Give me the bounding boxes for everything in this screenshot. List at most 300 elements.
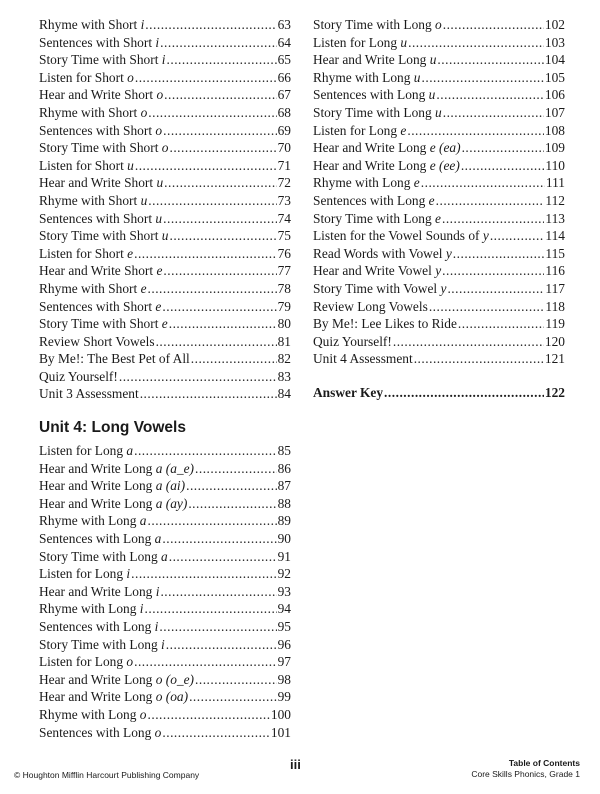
entry-title <box>39 368 118 386</box>
toc-list-unit4-continued <box>313 16 565 368</box>
entry-title-letter: u <box>428 87 436 103</box>
dot-leader <box>191 350 277 368</box>
toc-entry[interactable] <box>39 350 291 368</box>
entry-title <box>313 34 407 52</box>
entry-title-text: Quiz Yourself! <box>39 368 118 384</box>
entry-title-letter: e <box>156 263 163 279</box>
dot-leader <box>462 139 544 157</box>
entry-title-letter: o <box>161 140 169 156</box>
entry-title-text: Listen for Long <box>313 34 401 50</box>
entry-page-number: 83 <box>277 368 291 384</box>
entry-title-text: Unit 4 Assessment <box>313 351 413 367</box>
dot-leader <box>163 210 276 228</box>
dot-leader <box>414 350 544 368</box>
entry-title-text: Hear and Write Short <box>39 87 157 103</box>
entry-title-letter: y <box>482 228 489 244</box>
entry-page-number: 73 <box>277 192 291 208</box>
dot-leader <box>186 477 277 495</box>
entry-title <box>313 245 452 263</box>
dot-leader <box>169 227 276 245</box>
dot-leader <box>169 315 277 333</box>
entry-title <box>39 442 133 460</box>
dot-leader <box>169 139 276 157</box>
toc-entry[interactable] <box>39 512 291 530</box>
entry-title <box>313 280 446 298</box>
entry-title-letter: o <box>435 17 442 32</box>
entry-title-text: Sentences with Long <box>313 192 429 208</box>
toc-entry[interactable] <box>39 530 291 548</box>
entry-title-letter: o <box>155 122 163 138</box>
entry-page-number: 98 <box>277 671 291 687</box>
entry-page-number: 66 <box>277 69 291 85</box>
entry-title-text: Listen for Short <box>39 157 128 173</box>
dot-leader <box>145 600 277 618</box>
entry-page-number: 105 <box>544 69 565 85</box>
entry-title-text: Story Time with Short <box>39 228 162 244</box>
entry-page-number: 87 <box>277 478 291 494</box>
entry-title-letter: u <box>156 175 164 191</box>
toc-entry[interactable] <box>39 333 291 351</box>
entry-title-letter: a (a_e) <box>155 460 195 476</box>
entry-title <box>313 298 428 316</box>
dot-leader <box>148 104 276 122</box>
entry-title-letter: u <box>140 192 148 208</box>
entry-title-letter: u <box>161 228 169 244</box>
entry-page-number: 78 <box>277 280 291 296</box>
entry-page-number: 90 <box>277 531 291 547</box>
dot-leader <box>134 245 277 263</box>
toc-entry[interactable] <box>39 227 291 245</box>
dot-leader <box>461 157 545 175</box>
entry-title-text: Hear and Write Short <box>39 263 157 279</box>
toc-entry[interactable] <box>313 315 565 333</box>
toc-entry[interactable] <box>39 688 291 706</box>
entry-title-letter: a <box>161 548 168 564</box>
entry-title-text: Listen for Short <box>39 69 128 85</box>
dot-leader <box>162 530 276 548</box>
toc-entry[interactable] <box>39 122 291 140</box>
entry-page-number: 119 <box>545 316 565 332</box>
entry-title-text: Listen for the Vowel Sounds of <box>313 228 483 244</box>
entry-title-letter: e <box>400 122 407 138</box>
dot-leader <box>443 104 544 122</box>
toc-entry[interactable] <box>313 104 565 122</box>
entry-page-number: 75 <box>277 228 291 244</box>
entry-title <box>39 157 134 175</box>
entry-title-letter: y <box>440 280 447 296</box>
entry-title <box>313 262 441 280</box>
dot-leader <box>134 442 277 460</box>
toc-entry[interactable] <box>39 460 291 478</box>
toc-entry[interactable] <box>39 210 291 228</box>
entry-title <box>39 280 147 298</box>
entry-title <box>39 512 147 530</box>
entry-title <box>39 192 147 210</box>
page-number: iii <box>290 757 301 772</box>
toc-entry[interactable] <box>39 34 291 52</box>
entry-title <box>313 192 435 210</box>
entry-title <box>313 210 441 228</box>
toc-entry[interactable] <box>313 333 565 351</box>
entry-title <box>313 122 406 140</box>
entry-page-number: 63 <box>277 17 291 32</box>
entry-title-letter: i <box>154 619 159 634</box>
dot-leader <box>393 333 544 351</box>
entry-title <box>313 86 435 104</box>
toc-entry[interactable] <box>39 706 291 724</box>
toc-entry[interactable] <box>39 298 291 316</box>
entry-title-letter: i <box>161 636 165 652</box>
entry-title <box>39 245 133 263</box>
toc-entry[interactable] <box>313 350 565 368</box>
entry-title <box>39 706 147 724</box>
entry-title-letter: i <box>155 34 160 50</box>
toc-entry[interactable] <box>39 315 291 333</box>
entry-title-letter: i <box>140 17 145 32</box>
entry-page-number: 114 <box>545 228 565 244</box>
toc-entry[interactable] <box>39 192 291 210</box>
entry-title-text: Rhyme with Long <box>39 513 140 529</box>
entry-title-text: By Me!: The Best Pet of All <box>39 351 190 367</box>
toc-entry[interactable] <box>313 174 565 192</box>
toc-entry[interactable] <box>39 583 291 601</box>
toc-entry[interactable] <box>39 671 291 689</box>
entry-title-letter: i <box>161 52 166 68</box>
entry-page-number: 122 <box>544 384 565 400</box>
entry-title <box>39 600 144 618</box>
entry-page-number: 64 <box>277 34 291 50</box>
entry-title-text: Sentences with Long <box>39 724 155 740</box>
dot-leader <box>156 333 277 351</box>
entry-page-number: 104 <box>544 52 565 68</box>
entry-title <box>39 671 194 689</box>
entry-title <box>39 174 163 192</box>
entry-page-number: 115 <box>545 245 565 261</box>
entry-title-text: Read Words with Vowel <box>313 245 446 261</box>
dot-leader <box>195 460 277 478</box>
entry-title <box>39 16 144 34</box>
toc-entry[interactable] <box>39 157 291 175</box>
dot-leader <box>407 122 544 140</box>
toc-entry[interactable] <box>313 262 565 280</box>
entry-title-text: Story Time with Vowel <box>313 280 441 296</box>
entry-page-number: 68 <box>277 104 291 120</box>
toc-entry[interactable] <box>39 174 291 192</box>
running-footer <box>471 758 580 780</box>
dot-leader <box>422 69 544 87</box>
entry-title-letter: o <box>154 724 162 740</box>
copyright-notice: © Houghton Mifflin Harcourt Publishing Company <box>14 770 200 780</box>
entry-title-text: Rhyme with Short <box>39 104 141 120</box>
toc-entry[interactable] <box>39 280 291 298</box>
entry-page-number: 111 <box>545 175 565 191</box>
toc-entry[interactable] <box>39 548 291 566</box>
entry-title-text: Hear and Write Long <box>313 140 430 156</box>
entry-title-letter: e <box>435 210 441 226</box>
toc-entry[interactable] <box>313 51 565 69</box>
entry-title <box>39 139 168 157</box>
entry-page-number: 103 <box>544 34 565 50</box>
entry-title-text: Story Time with Long <box>313 210 436 226</box>
dot-leader <box>160 583 276 601</box>
entry-title-text: Rhyme with Short <box>39 17 141 32</box>
entry-title-letter: o <box>139 706 147 722</box>
entry-page-number: 76 <box>277 245 291 261</box>
entry-title <box>39 724 161 742</box>
entry-title-letter: o (oa) <box>155 689 189 705</box>
footer-section-title: Table of Contents <box>508 758 580 768</box>
entry-title <box>313 174 420 192</box>
toc-entry[interactable] <box>313 227 565 245</box>
toc-entry[interactable] <box>39 565 291 583</box>
dot-leader <box>167 51 277 69</box>
entry-page-number: 110 <box>545 157 565 173</box>
entry-title-text: Sentences with Short <box>39 298 156 314</box>
toc-entry[interactable] <box>39 477 291 495</box>
entry-title-text: Rhyme with Short <box>39 280 141 296</box>
entry-title-letter: o <box>140 104 148 120</box>
toc-entry[interactable] <box>39 385 291 403</box>
dot-leader <box>164 86 276 104</box>
entry-title-letter: e <box>428 192 435 208</box>
dot-leader <box>135 69 277 87</box>
entry-page-number: 113 <box>545 210 565 226</box>
dot-leader <box>458 315 544 333</box>
entry-title <box>39 636 165 654</box>
toc-entry[interactable] <box>39 368 291 386</box>
toc-entry[interactable] <box>39 262 291 280</box>
entry-title-text: Review Long Vowels <box>313 298 428 314</box>
entry-title-text: Sentences with Long <box>39 531 155 547</box>
dot-leader <box>119 368 277 386</box>
entry-page-number: 106 <box>544 87 565 103</box>
toc-entry[interactable] <box>313 86 565 104</box>
toc-entry[interactable] <box>313 298 565 316</box>
entry-page-number: 84 <box>277 386 291 402</box>
entry-title-letter: u <box>127 157 134 173</box>
toc-entry[interactable] <box>39 51 291 69</box>
entry-title-text: Hear and Write Short <box>39 175 157 191</box>
entry-page-number: 91 <box>277 548 291 564</box>
toc-entry-answer-key[interactable] <box>313 384 565 402</box>
dot-leader <box>408 34 544 52</box>
entry-title <box>313 139 461 157</box>
toc-entry[interactable] <box>39 618 291 636</box>
entry-title <box>39 688 188 706</box>
entry-page-number: 118 <box>545 298 565 314</box>
entry-page-number: 97 <box>277 654 291 670</box>
dot-leader <box>443 16 544 34</box>
entry-title <box>39 333 155 351</box>
toc-entry[interactable] <box>39 139 291 157</box>
entry-title-text: Hear and Write Long <box>39 689 156 705</box>
dot-leader <box>429 298 545 316</box>
dot-leader <box>162 724 270 742</box>
toc-entry[interactable] <box>39 636 291 654</box>
entry-title <box>313 69 421 87</box>
toc-entry[interactable] <box>39 495 291 513</box>
toc-entry[interactable] <box>313 16 565 34</box>
dot-leader <box>169 548 277 566</box>
toc-entry[interactable] <box>39 104 291 122</box>
entry-title <box>313 227 489 245</box>
dot-leader <box>437 51 543 69</box>
entry-title-text: Story Time with Short <box>39 140 162 156</box>
entry-title <box>39 460 194 478</box>
toc-entry[interactable] <box>39 442 291 460</box>
entry-title-letter: a <box>126 443 134 459</box>
entry-title-letter: o <box>127 69 134 85</box>
entry-title-text: Listen for Long <box>313 122 401 138</box>
entry-page-number: 117 <box>545 280 565 296</box>
entry-page-number: 82 <box>277 351 291 367</box>
entry-title-letter: y <box>435 263 442 279</box>
entry-page-number: 72 <box>277 175 291 191</box>
entry-title <box>39 227 168 245</box>
dot-leader <box>166 636 277 654</box>
entry-title-text: By Me!: Lee Likes to Ride <box>313 316 457 332</box>
entry-title <box>39 653 133 671</box>
toc-entry[interactable] <box>39 16 291 34</box>
entry-title-text: Hear and Write Long <box>39 495 156 511</box>
entry-title-text: Hear and Write Vowel <box>313 263 436 279</box>
dot-leader <box>145 16 276 34</box>
entry-title-letter: y <box>445 245 452 261</box>
entry-title-text: Hear and Write Long <box>39 671 156 687</box>
entry-page-number: 65 <box>277 52 291 68</box>
entry-title <box>313 333 392 351</box>
entry-title-letter: e (ee) <box>429 157 460 173</box>
dot-leader <box>384 384 544 402</box>
toc-entry[interactable] <box>313 280 565 298</box>
entry-page-number: 99 <box>277 689 291 705</box>
toc-entry[interactable] <box>39 600 291 618</box>
entry-title-text: Rhyme with Short <box>39 192 141 208</box>
toc-entry[interactable] <box>39 245 291 263</box>
entry-title-text: Sentences with Short <box>39 210 156 226</box>
entry-page-number: 74 <box>277 210 291 226</box>
entry-title-text: Hear and Write Long <box>313 157 430 173</box>
entry-page-number: 107 <box>544 104 565 120</box>
toc-entry[interactable] <box>313 245 565 263</box>
entry-title <box>39 262 162 280</box>
footer-book-title: Core Skills Phonics, Grade 1 <box>471 769 580 779</box>
entry-title-letter: e <box>127 245 134 261</box>
entry-page-number: 79 <box>277 298 291 314</box>
dot-leader <box>140 385 277 403</box>
toc-entry[interactable] <box>39 86 291 104</box>
entry-title-text: Hear and Write Long <box>39 460 156 476</box>
toc-entry[interactable] <box>313 122 565 140</box>
entry-page-number: 100 <box>270 706 291 722</box>
toc-right-column <box>313 16 565 401</box>
entry-title-letter: e (ea) <box>429 140 461 156</box>
entry-title-text: Sentences with Short <box>39 122 156 138</box>
entry-title <box>39 385 139 403</box>
toc-entry[interactable] <box>39 69 291 87</box>
entry-page-number: 121 <box>544 351 565 367</box>
toc-entry[interactable] <box>313 210 565 228</box>
entry-title-text: Rhyme with Long <box>313 175 414 191</box>
entry-title-text: Story Time with Long <box>313 17 436 32</box>
entry-page-number: 89 <box>277 513 291 529</box>
entry-title <box>39 34 159 52</box>
entry-title-text: Story Time with Short <box>39 52 162 68</box>
entry-title <box>313 104 442 122</box>
entry-title <box>313 157 460 175</box>
entry-title <box>313 16 442 34</box>
entry-page-number: 120 <box>544 333 565 349</box>
entry-title <box>39 477 185 495</box>
entry-page-number: 86 <box>277 460 291 476</box>
toc-entry[interactable] <box>313 139 565 157</box>
entry-title-letter: u <box>155 210 163 226</box>
entry-title-text: Rhyme with Long <box>39 601 140 617</box>
entry-title <box>39 122 162 140</box>
entry-page-number: 108 <box>544 122 565 138</box>
entry-title-letter: u <box>413 69 421 85</box>
toc-entry[interactable] <box>313 192 565 210</box>
entry-title-text: Review Short Vowels <box>39 333 155 349</box>
dot-leader <box>189 688 277 706</box>
entry-title <box>39 583 159 601</box>
entry-title-text: Story Time with Long <box>39 636 162 652</box>
entry-title-text: Hear and Write Long <box>39 478 156 494</box>
toc-list-unit4 <box>39 442 291 741</box>
entry-title-letter: e <box>140 280 147 296</box>
entry-page-number: 85 <box>277 443 291 459</box>
entry-page-number: 109 <box>544 140 565 156</box>
entry-title <box>39 530 161 548</box>
entry-title: Answer Key <box>313 384 384 400</box>
entry-title-text: Hear and Write Long <box>313 52 430 68</box>
entry-page-number: 94 <box>277 601 291 617</box>
entry-title-letter: i <box>126 566 131 582</box>
entry-title <box>39 298 161 316</box>
dot-leader <box>421 174 545 192</box>
toc-entry[interactable] <box>313 69 565 87</box>
entry-title-letter: u <box>435 104 442 120</box>
entry-title-letter: a <box>154 531 162 547</box>
entry-title-text: Sentences with Short <box>39 34 156 50</box>
entry-title <box>39 210 162 228</box>
entry-page-number: 95 <box>277 619 291 634</box>
entry-title <box>39 315 168 333</box>
entry-title-text: Story Time with Short <box>39 316 162 332</box>
entry-page-number: 92 <box>277 566 291 582</box>
toc-entry[interactable] <box>39 724 291 742</box>
entry-page-number: 112 <box>545 192 565 208</box>
entry-page-number: 70 <box>277 140 291 156</box>
toc-entry[interactable] <box>313 34 565 52</box>
entry-page-number: 77 <box>277 263 291 279</box>
entry-title <box>313 51 436 69</box>
entry-title <box>39 69 134 87</box>
dot-leader <box>160 34 276 52</box>
dot-leader <box>436 192 545 210</box>
entry-title-text: Story Time with Long <box>39 548 162 564</box>
dot-leader <box>447 280 544 298</box>
entry-title-letter: u <box>400 34 408 50</box>
unit4-heading: Unit 4: Long Vowels <box>39 419 186 437</box>
entry-page-number: 71 <box>277 157 291 173</box>
dot-leader <box>134 653 277 671</box>
toc-entry[interactable] <box>39 653 291 671</box>
toc-entry[interactable] <box>313 157 565 175</box>
entry-title <box>39 565 130 583</box>
entry-title <box>39 548 168 566</box>
entry-title-text: Story Time with Long <box>313 104 436 120</box>
